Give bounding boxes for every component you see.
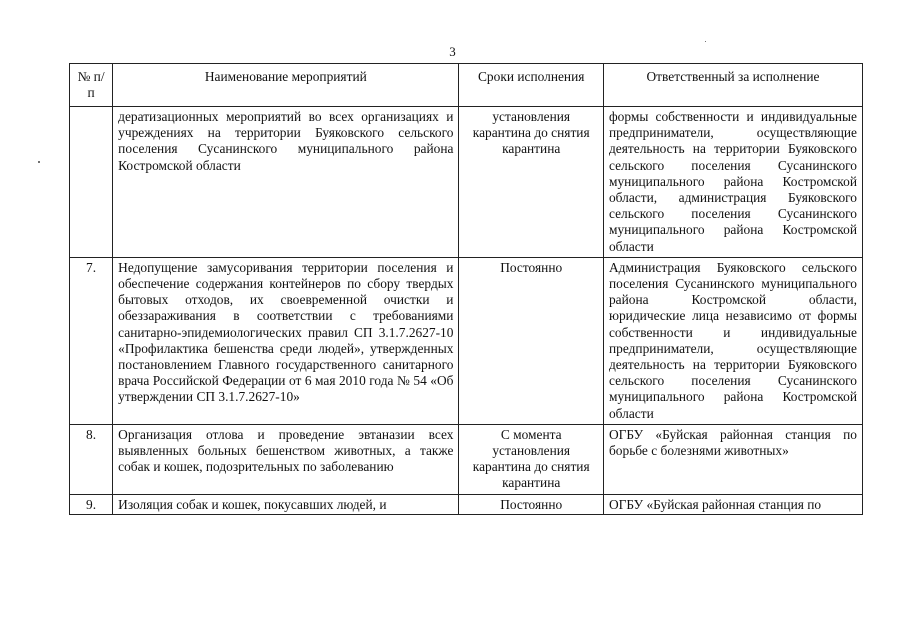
scan-speck [705,41,706,42]
page-number: 3 [449,44,456,59]
row-responsible: Администрация Буяковского сельского поселения Сусанинского муниципального района Костромской области, юридические лица независимо от формы собственности и индивидуальные предприниматели, осуществляющие деятельность на территории Буяковского сельского поселения Сусанинского муниципального района Костромской области [603,257,862,424]
header-activity: Наименование мероприятий [113,64,459,107]
row-activity: дератизационных мероприятий во всех организациях и учреждениях на территории Буяковского сельского поселения Сусанинского муниципального района Костромской области [113,107,459,258]
header-term: Сроки исполнения [459,64,604,107]
scan-speck [38,161,40,163]
row-term-text: Постоянно [500,496,563,512]
row-activity [113,494,459,514]
table-row [70,257,863,424]
row-num [70,494,113,514]
row-num: 8. [70,424,113,494]
row-activity: Недопущение замусоривания территории поселения и обеспечение содержания контейнеров по сбору твердых бытовых отходов, их своевременной очистки и обеззараживания в соответствии с требованиями санитарно-эпидемиологических правил СП 3.1.7.2627-10 «Профилактика бешенства среди людей», утвержденных постановлением Главного государственного санитарного врача Российской Федерации от 6 мая 2010 года № 54 «Об утверждении СП 3.1.7.2627-10» [113,257,459,424]
table-row [70,107,863,258]
row-responsible: формы собственности и индивидуальные предприниматели, осуществляющие деятельность на территории Буяковского сельского поселения Сусанинского муниципального района Костромской области, администрация Буяковского сельского поселения Сусанинского муниципального района Костромской области [603,107,862,258]
table-row [70,494,863,514]
header-responsible: Ответственный за исполнение [603,64,862,107]
row-term [459,494,604,514]
row-num: 7. [70,257,113,424]
row-activity: Организация отлова и проведение эвтаназии всех выявленных больных бешенством животных, а также собак и кошек, подозрительных по заболеванию [113,424,459,494]
table-header-row [70,64,863,107]
row-activity-text: Изоляция собак и кошек, покусавших людей, и [118,496,387,512]
row-num-text: 9. [86,496,97,512]
row-term: Постоянно [459,257,604,424]
row-responsible [603,494,862,514]
table-row [70,424,863,494]
row-responsible: ОГБУ «Буйская районная станция по борьбе с болезнями животных» [603,424,862,494]
header-num: № п/п [70,64,113,107]
row-term: установления карантина до снятия карантина [459,107,604,258]
row-responsible-text: ОГБУ «Буйская районная станция по [608,496,822,512]
row-num [70,107,113,258]
row-term: С момента установления карантина до снятия карантина [459,424,604,494]
measures-table [69,63,863,515]
